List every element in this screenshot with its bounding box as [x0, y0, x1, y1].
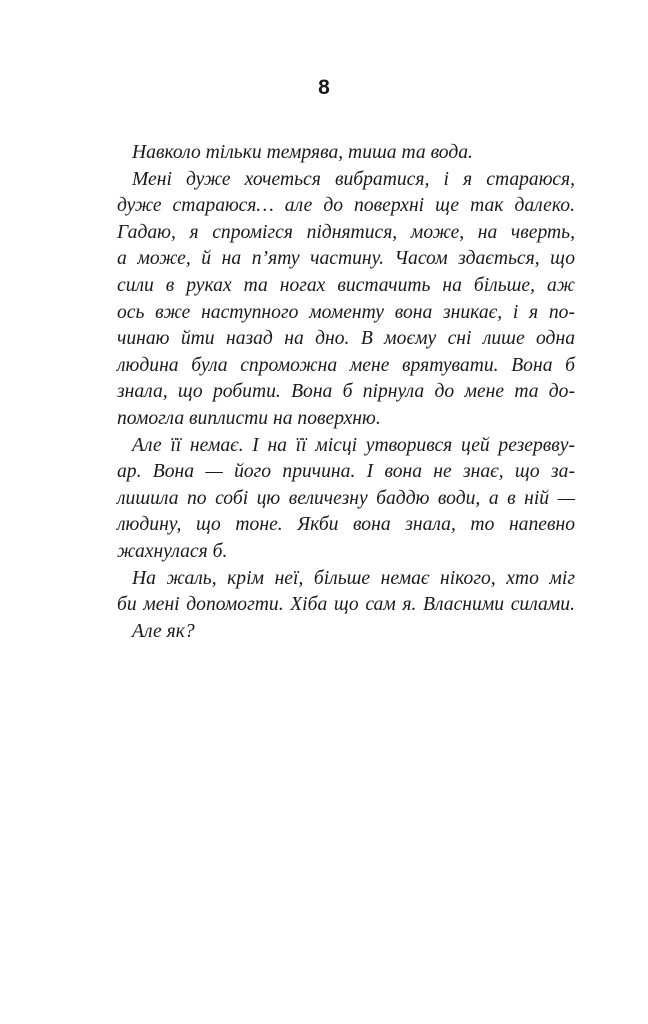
text-line: знала, що робити. Вона б пірнула до мене та до- [117, 381, 575, 403]
text-line: На жаль, крім неї, більше немає нікого, хто міг [132, 567, 575, 589]
text-line: лишила по собі цю величезну баддю води, а в ній — [117, 487, 575, 509]
text-line: жахнулася б. [117, 540, 228, 562]
text-line: помогла виплисти на поверхню. [117, 407, 381, 429]
text-line: би мені допомогти. Хіба що сам я. Власними силами. [117, 594, 575, 616]
text-line: сили в руках та ногах вистачить на більше, аж [117, 274, 575, 296]
text-line: чинаю йти назад на дно. В моєму сні лише одна [117, 328, 575, 350]
text-line: людина була спроможна мене врятувати. Вона б [117, 354, 575, 376]
text-line: Навколо тільки темрява, тиша та вода. [132, 142, 473, 163]
text-line: Мені дуже хочеться вибратися, і я стараюся, [132, 168, 575, 190]
text-line: людину, що тоне. Якби вона знала, то напевно [117, 514, 575, 536]
text-line: ось вже наступного моменту вона зникає, і я по- [117, 301, 575, 323]
text-line: дуже стараюся… але до поверхні ще так далеко. [117, 195, 575, 217]
chapter-text [117, 140, 575, 645]
text-line: а може, й на п’яту частину. Часом здається, що [117, 248, 575, 270]
text-line: Але як? [132, 620, 195, 642]
text-line: Гадаю, я спромігся піднятися, може, на чверть, [117, 221, 575, 243]
chapter-number: 8 [318, 76, 330, 99]
text-line: Але її немає. І на її місці утворився цей резервву- [132, 434, 575, 456]
text-line: ар. Вона — його причина. І вона не знає, що за- [117, 461, 575, 483]
